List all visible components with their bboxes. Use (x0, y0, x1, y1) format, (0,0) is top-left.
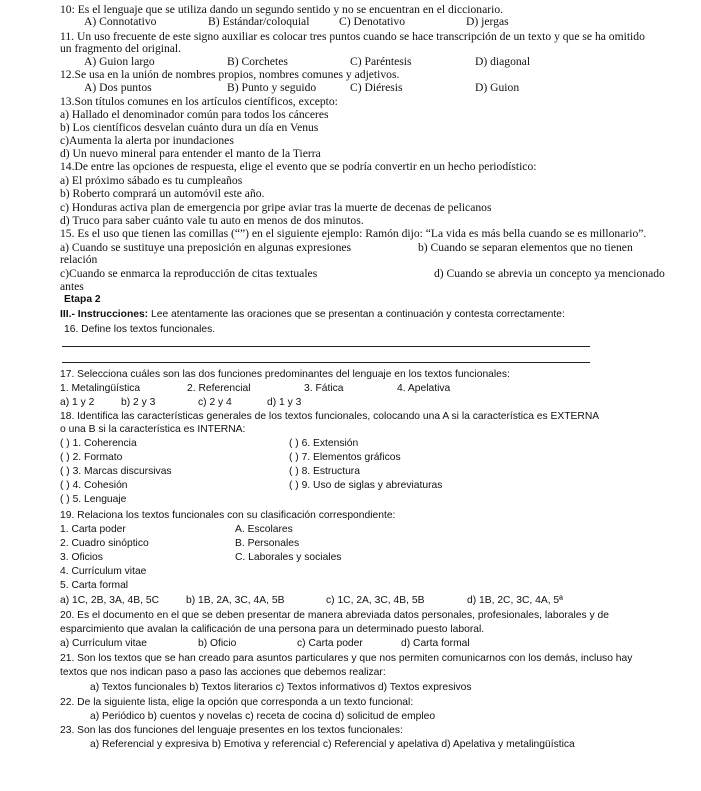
q19-text-item: 1. Carta poder (60, 524, 126, 535)
q22-options: a) Periódico b) cuentos y novelas c) receta de cocina d) solicitud de empleo (90, 711, 436, 722)
q22-stem: 22. De la siguiente lista, elige la opción que corresponda a un texto funcional: (60, 697, 414, 708)
q21-options: a) Textos funcionales b) Textos literarios c) Textos informativos d) Textos expresivos (90, 682, 472, 693)
q12-option-d: D) Guion (475, 81, 520, 94)
q17-option-d: d) 1 y 3 (267, 397, 302, 408)
q11-stem-line1: 11. Un uso frecuente de este signo auxiliar es colocar tres puntos cuando se hace transcripción de un texto y que se ha omitido (60, 30, 645, 43)
q11-option-c: C) Paréntesis (350, 55, 412, 68)
q18-item: ( ) 7. Elementos gráficos (289, 452, 401, 463)
q15-option-c: c)Cuando se enmarca la reproducción de citas textuales (60, 267, 318, 280)
q10-option-b: B) Estándar/coloquial (208, 15, 310, 28)
q21-stem-line1: 21. Son los textos que se han creado para asuntos particulares y que nos permiten comunicarnos con los demás, incluso hay (60, 653, 633, 664)
q13-option-a: a) Hallado el denominador común para todos los cánceres (60, 108, 329, 121)
q11-stem-line2: un fragmento del original. (60, 42, 182, 55)
q11-option-a: A) Guion largo (84, 55, 155, 68)
q10-stem: 10: Es el lenguaje que se utiliza dando un segundo sentido y no se encuentran en el diccionario. (60, 3, 504, 16)
q10-option-a: A) Connotativo (84, 15, 157, 28)
q15-stem: 15. Es el uso que tienen las comillas (“”) en el siguiente ejemplo: Ramón dijo: “La vida es más bella cuando se es millonario”. (60, 227, 647, 240)
q17-function-2: 2. Referencial (187, 383, 251, 394)
q11-option-b: B) Corchetes (227, 55, 288, 68)
q15-option-c-cont: antes (60, 280, 84, 293)
q10-option-c: C) Denotativo (339, 15, 406, 28)
q13-option-d: d) Un nuevo mineral para entender el manto de la Tierra (60, 147, 321, 160)
answer-line (62, 362, 590, 363)
q17-option-a: a) 1 y 2 (60, 397, 95, 408)
q19-option-a: a) 1C, 2B, 3A, 4B, 5C (60, 595, 160, 606)
q17-stem: 17. Selecciona cuáles son las dos funciones predominantes del lenguaje en los textos funcionales: (60, 369, 510, 380)
q18-item: ( ) 1. Coherencia (60, 438, 137, 449)
answer-line (62, 346, 590, 347)
q15-option-a: a) Cuando se sustituye una preposición en algunas expresiones (60, 241, 352, 254)
q19-stem: 19. Relaciona los textos funcionales con su clasificación correspondiente: (60, 510, 396, 521)
q17-option-c: c) 2 y 4 (198, 397, 232, 408)
instructions (60, 309, 565, 321)
q16-stem: 16. Define los textos funcionales. (64, 324, 216, 335)
instructions-text: Lee atentamente las oraciones que se presentan a continuación y contesta correctamente: (148, 309, 565, 320)
q23-options: a) Referencial y expresiva b) Emotiva y referencial c) Referencial y apelativa d) Apelativa y metalingüística (90, 739, 575, 750)
q12-option-a: A) Dos puntos (84, 81, 152, 94)
q12-stem: 12.Se usa en la unión de nombres propios, nombres comunes y adjetivos. (60, 68, 400, 81)
q18-stem-line2: o una B si la característica es INTERNA: (60, 424, 246, 435)
q23-stem: 23. Son las dos funciones del lenguaje presentes en los textos funcionales: (60, 725, 403, 736)
q19-text-item: 4. Currículum vitae (60, 566, 147, 577)
q20-option-b: b) Oficio (198, 638, 237, 649)
q19-category: B. Personales (235, 538, 300, 549)
q14-option-a: a) El próximo sábado es tu cumpleaños (60, 174, 243, 187)
q11-option-d: D) diagonal (475, 55, 531, 68)
q14-option-d: d) Truco para saber cuánto vale tu auto en menos de dos minutos. (60, 214, 364, 227)
q19-text-item: 3. Oficios (60, 552, 103, 563)
q18-item: ( ) 9. Uso de siglas y abreviaturas (289, 480, 443, 491)
q17-function-1: 1. Metalingüística (60, 383, 141, 394)
q18-item: ( ) 8. Estructura (289, 466, 360, 477)
q18-item: ( ) 6. Extensión (289, 438, 359, 449)
q19-option-c: c) 1C, 2A, 3C, 4B, 5B (326, 595, 425, 606)
q13-option-b: b) Los científicos desvelan cuánto dura un día en Venus (60, 121, 319, 134)
q15-option-b: b) Cuando se separan elementos que no tienen (418, 241, 633, 254)
q20-stem-line1: 20. Es el documento en el que se deben presentar de manera abreviada datos personales, profesionales, laborales y de (60, 610, 609, 621)
q18-stem-line1: 18. Identifica las características generales de los textos funcionales, colocando una A si la característica es EXTERNA (60, 411, 600, 422)
q14-stem: 14.De entre las opciones de respuesta, elige el evento que se podría convertir en un hecho periodístico: (60, 160, 537, 173)
q19-option-b: b) 1B, 2A, 3C, 4A, 5B (186, 595, 285, 606)
q19-category: A. Escolares (235, 524, 293, 535)
q17-option-b: b) 2 y 3 (121, 397, 156, 408)
q18-item: ( ) 4. Cohesión (60, 480, 128, 491)
q10-option-d: D) jergas (466, 15, 509, 28)
q13-option-c: c)Aumenta la alerta por inundaciones (60, 134, 234, 147)
q14-option-b: b) Roberto comprará un automóvil este año. (60, 187, 265, 200)
q12-option-c: C) Diéresis (350, 81, 403, 94)
q19-category: C. Laborales y sociales (235, 552, 342, 563)
q19-option-d: d) 1B, 2C, 3C, 4A, 5ª (467, 595, 563, 606)
q18-item: ( ) 5. Lenguaje (60, 494, 127, 505)
q20-option-a: a) Currículum vitae (60, 638, 147, 649)
q18-item: ( ) 2. Formato (60, 452, 123, 463)
q20-option-c: c) Carta poder (297, 638, 363, 649)
q17-function-3: 3. Fática (304, 383, 344, 394)
q19-text-item: 5. Carta formal (60, 580, 129, 591)
q13-stem: 13.Son títulos comunes en los artículos científicos, excepto: (60, 95, 338, 108)
section-heading: Etapa 2 (64, 294, 101, 305)
q12-option-b: B) Punto y seguido (227, 81, 317, 94)
q15-option-a-cont: relación (60, 253, 98, 266)
q20-option-d: d) Carta formal (401, 638, 470, 649)
q18-item: ( ) 3. Marcas discursivas (60, 466, 172, 477)
q21-stem-line2: textos que nos indican paso a paso las acciones que debemos realizar: (60, 667, 386, 678)
q17-function-4: 4. Apelativa (397, 383, 451, 394)
instructions-label: III.- Instrucciones: (60, 309, 149, 320)
q20-stem-line2: esparcimiento que avalan la calificación de una persona para un determinado puesto laboral. (60, 624, 485, 635)
q15-option-d: d) Cuando se abrevia un concepto ya mencionado (434, 267, 665, 280)
q19-text-item: 2. Cuadro sinóptico (60, 538, 149, 549)
q14-option-c: c) Honduras activa plan de emergencia por gripe aviar tras la muerte de decenas de pelicanos (60, 201, 492, 214)
